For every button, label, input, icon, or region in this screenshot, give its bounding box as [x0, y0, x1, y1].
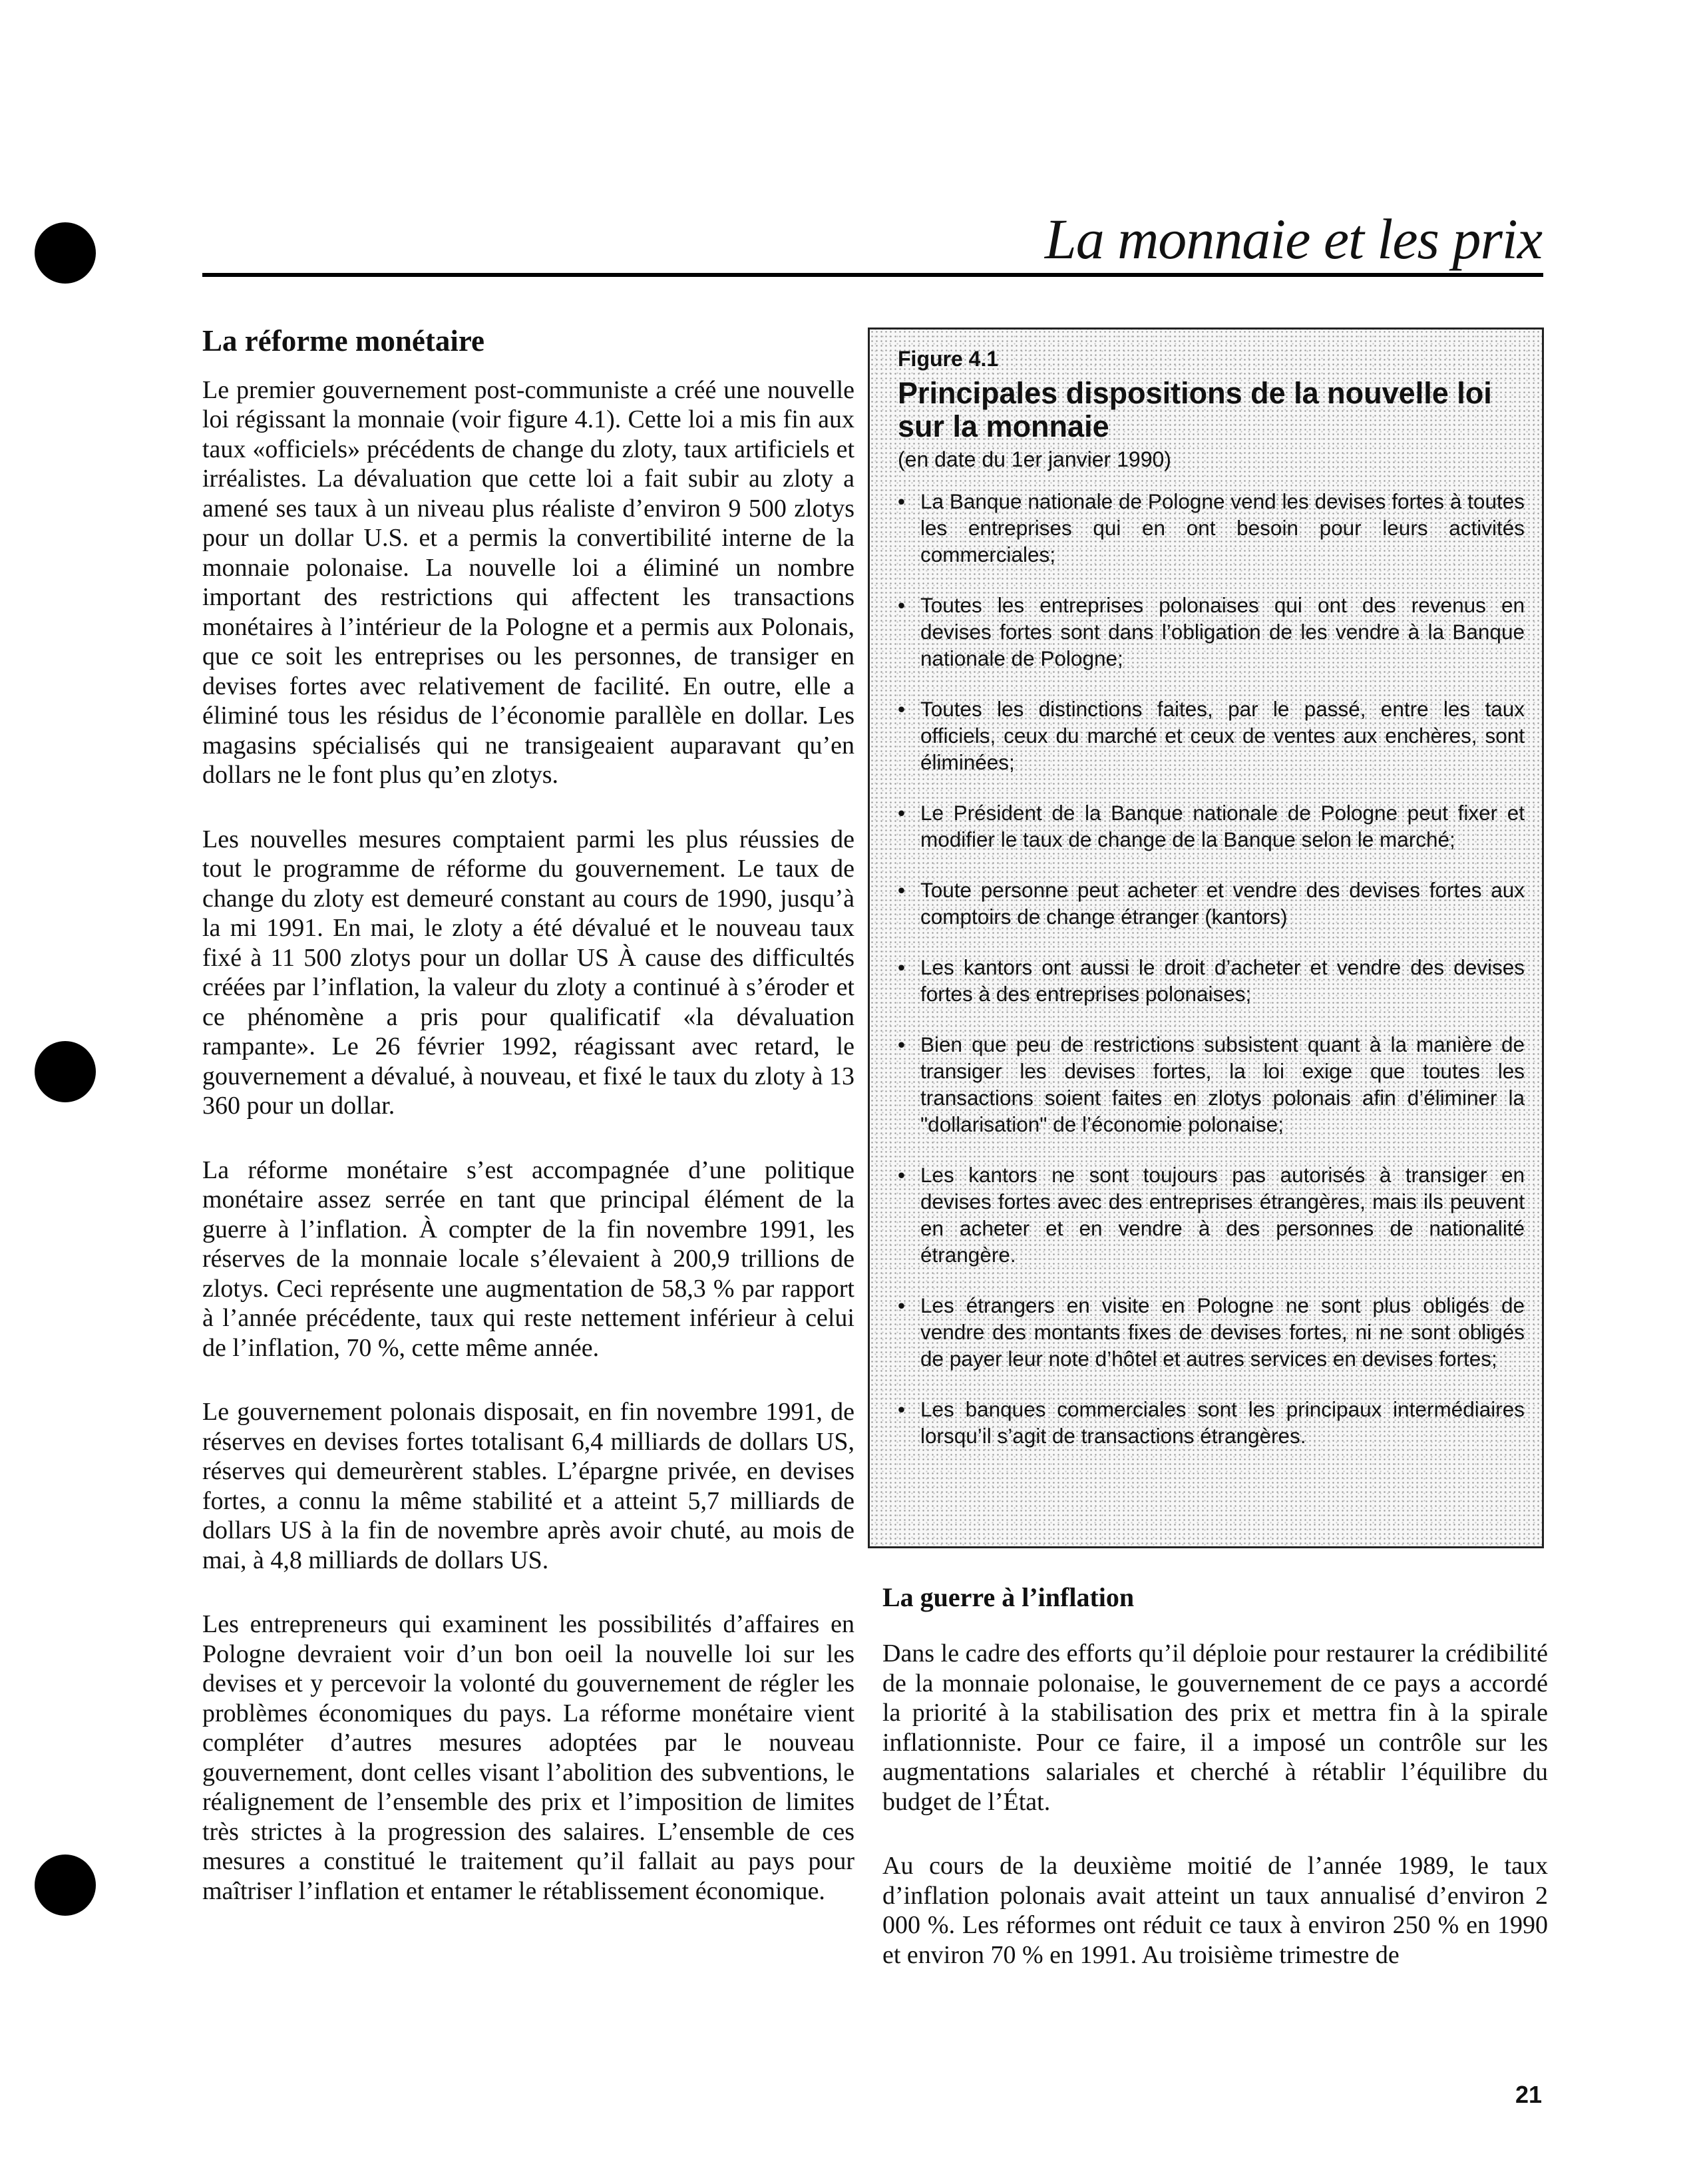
- figure-label: Figure 4.1: [898, 347, 999, 371]
- page-number: 21: [1515, 2081, 1542, 2108]
- list-item-text: Les banques commerciales sont les principaux intermédiaires lorsqu’il s’agit de transactions étrangères.: [920, 1397, 1525, 1448]
- bullet-icon: •: [898, 878, 906, 902]
- bullet-icon: •: [898, 1293, 906, 1317]
- bullet-icon: •: [898, 955, 906, 979]
- paragraph: Dans le cadre des efforts qu’il déploie pour restaurer la crédibilité de la monnaie polonaise, le gouvernement de ce pays a accordé la priorité à la stabilisation des prix et mettra fin à la spirale inflationniste. Pour ce faire, il a imposé un contrôle sur les augmentations salariales et cherché à rétablir l’équilibre du budget de l’État.: [882, 1639, 1548, 1816]
- bullet-icon: •: [898, 593, 906, 617]
- list-item: [898, 1031, 1525, 1138]
- header-rule: [202, 273, 1543, 277]
- bullet-icon: •: [898, 697, 906, 721]
- binder-hole: [35, 1855, 96, 1916]
- list-item-text: Les étrangers en visite en Pologne ne sont plus obligés de vendre des montants fixes de devises fortes, ni ne sont obligés de payer leur note d’hôtel et autres services en devises fortes;: [920, 1293, 1525, 1371]
- list-item-text: Bien que peu de restrictions subsistent quant à la manière de transiger les devises fortes, la loi exige que toutes les transactions soient faites en zlotys polonais afin d’éliminer la "dollarisation" de l’économie polonaise;: [920, 1032, 1525, 1136]
- section-heading-inflation: La guerre à l’inflation: [882, 1582, 1135, 1612]
- binder-hole: [35, 1041, 96, 1102]
- figure-title: Principales dispositions de la nouvelle loi sur la monnaie: [898, 376, 1492, 443]
- bullet-icon: •: [898, 489, 906, 513]
- list-item-text: Toutes les distinctions faites, par le passé, entre les taux officiels, ceux du marché et ceux de ventes aux enchères, sont éliminées;: [920, 697, 1525, 774]
- paragraph: Les entrepreneurs qui examinent les possibilités d’affaires en Pologne devraient voir d’un bon oeil la nouvelle loi sur les devises et y percevoir la volonté du gouvernement de régler les problèmes économiques du pays. La réforme monétaire vient compléter d’autres mesures adoptées par le nouveau gouvernement, dont celles visant l’abolition des subventions, le réalignement de l’ensemble des prix et l’imposition de limites très strictes à la progression des salaires. L’ensemble de ces mesures a constitué le traitement qu’il fallait au pays pour maîtriser l’inflation et entamer le rétablissement économique.: [202, 1610, 854, 1905]
- list-item-text: Le Président de la Banque nationale de Pologne peut fixer et modifier le taux de change de la Banque selon le marché;: [920, 801, 1525, 851]
- list-item-text: La Banque nationale de Pologne vend les devises fortes à toutes les entreprises qui en ont besoin pour leurs activités commerciales;: [920, 489, 1525, 566]
- paragraph: Au cours de la deuxième moitié de l’année 1989, le taux d’inflation polonais avait atteint un taux annualisé d’environ 2 000 %. Les réformes ont réduit ce taux à environ 250 % en 1990 et environ 70 % en 1991. Au troisième trimestre de: [882, 1852, 1548, 1969]
- figure-date: (en date du 1er janvier 1990): [898, 447, 1171, 471]
- list-item: [898, 1162, 1525, 1268]
- list-item: [898, 696, 1525, 775]
- paragraph: Le gouvernement polonais disposait, en fin novembre 1991, de réserves en devises fortes totalisant 6,4 milliards de dollars US, réserves qui demeurèrent stables. L’épargne privée, en devises fortes, a connu la même stabilité et a atteint 5,7 milliards de dollars US à la fin de novembre après avoir chuté, au mois de mai, à 4,8 milliards de dollars US.: [202, 1398, 854, 1574]
- bullet-icon: •: [898, 1397, 906, 1421]
- binder-hole: [35, 222, 96, 284]
- figure-4-1-box: [868, 328, 1544, 1548]
- list-item-text: Les kantors ont aussi le droit d’acheter et vendre des devises fortes à des entreprises polonaises;: [920, 955, 1525, 1006]
- bullet-icon: •: [898, 1163, 906, 1187]
- list-item: [898, 954, 1525, 1007]
- running-title: La monnaie et les prix: [1044, 207, 1542, 271]
- paragraph: Les nouvelles mesures comptaient parmi les plus réussies de tout le programme de réforme du gouvernement. Le taux de change du zloty est demeuré constant au cours de 1990, jusqu’à la mi 1991. En mai, le zloty a été dévalué et le nouveau taux fixé à 11 500 zlotys pour un dollar US À cause des difficultés créées par l’inflation, la valeur du zloty a continué à s’éroder et ce phénomène a pris pour qualificatif «la dévaluation rampante». Le 26 février 1992, réagissant avec retard, le gouvernement a dévalué, à nouveau, et fixé le taux du zloty à 13 360 pour un dollar.: [202, 825, 854, 1120]
- figure-provisions-list: [898, 488, 1525, 1449]
- list-item: [898, 877, 1525, 930]
- list-item-text: Toutes les entreprises polonaises qui ont des revenus en devises fortes sont dans l’obligation de les vendre à la Banque nationale de Pologne;: [920, 593, 1525, 670]
- list-item-text: Toute personne peut acheter et vendre des devises fortes aux comptoirs de change étranger (kantors): [920, 878, 1525, 929]
- bullet-icon: •: [898, 801, 906, 825]
- paragraph: Le premier gouvernement post-communiste a créé une nouvelle loi régissant la monnaie (voir figure 4.1). Cette loi a mis fin aux taux «officiels» précédents de change du zloty, taux artificiels et irréalistes. La dévaluation que cette loi a fait subir au zloty a amené ses taux à un niveau plus réaliste d’environ 9 500 zlotys pour un dollar U.S. et a permis la convertibilité interne de la monnaie polonaise. La nouvelle loi a éliminé un nombre important des restrictions qui affectent les transactions monétaires à l’intérieur de la Pologne et a permis aux Polonais, que ce soit les entreprises ou les personnes, de transiger en devises fortes avec relativement de facilité. En outre, elle a éliminé tous les résidus de l’économie parallèle en dollar. Les magasins spécialisés qui ne transigeaient auparavant qu’en dollars ne le font plus qu’en zlotys.: [202, 375, 854, 789]
- right-column: [882, 1583, 1548, 2004]
- list-item: [898, 799, 1525, 853]
- list-item: [898, 488, 1525, 568]
- paragraph: La réforme monétaire s’est accompagnée d’une politique monétaire assez serrée en tant que principal élément de la guerre à l’inflation. À compter de la fin novembre 1991, les réserves de la monnaie locale s’élevaient à 200,9 trillions de zlotys. Ceci représente une augmentation de 58,3 % par rapport à l’année précédente, taux qui reste nettement inférieur à celui de l’inflation, 70 %, cette même année.: [202, 1156, 854, 1362]
- bullet-icon: •: [898, 1032, 906, 1056]
- list-item: [898, 1292, 1525, 1372]
- list-item-text: Les kantors ne sont toujours pas autorisés à transiger en devises fortes avec des entreprises étrangères, mais ils peuvent en acheter et en vendre à des personnes de nationalité étrangère.: [920, 1163, 1525, 1267]
- list-item: [898, 1396, 1525, 1449]
- left-column: [202, 325, 854, 1940]
- list-item: [898, 592, 1525, 672]
- section-heading-monetary-reform: La réforme monétaire: [202, 324, 484, 357]
